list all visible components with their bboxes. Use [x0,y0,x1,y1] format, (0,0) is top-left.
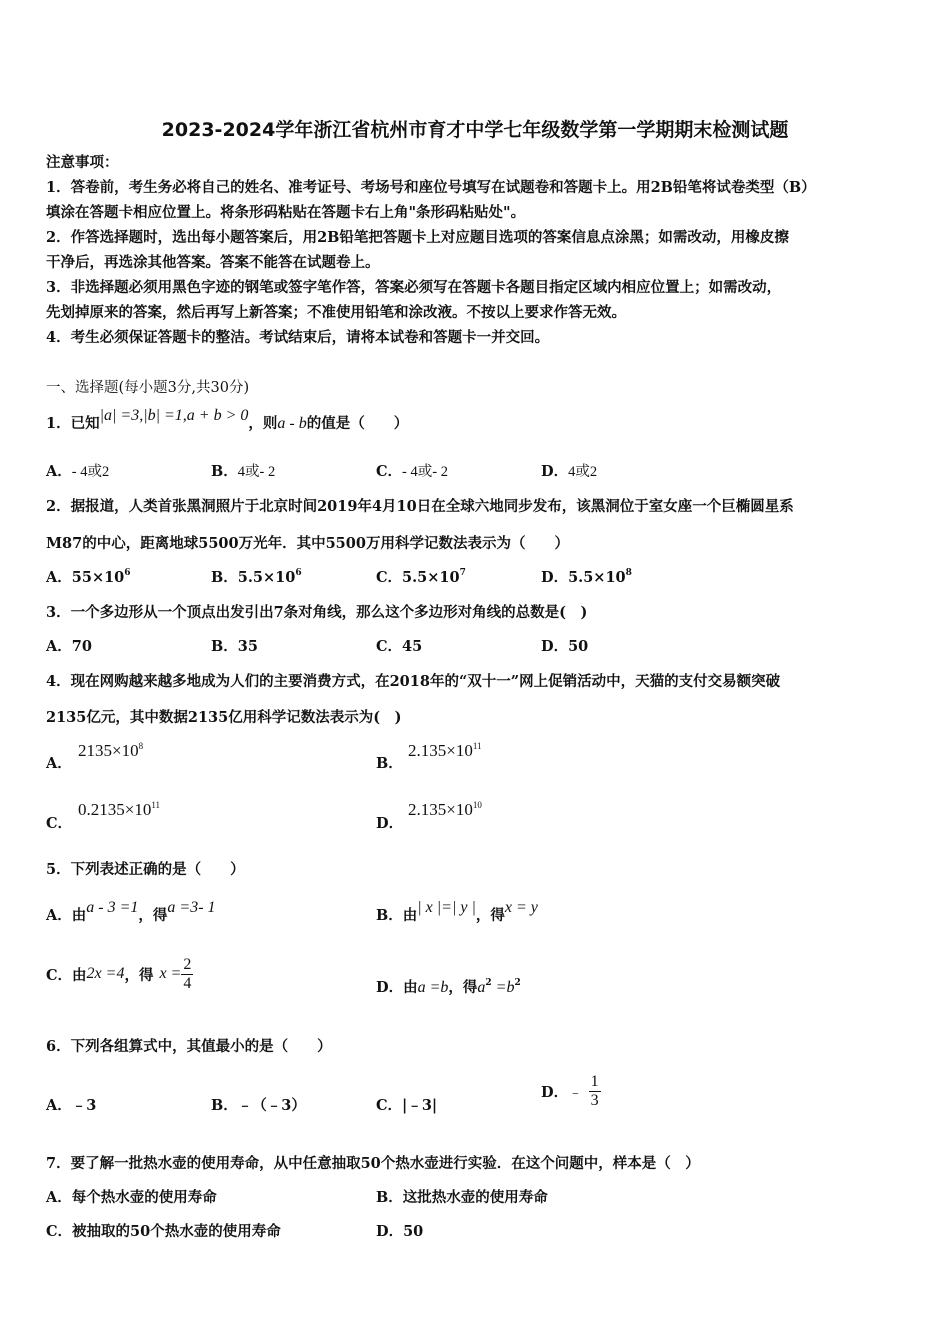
question-5: 5．下列表述正确的是（ ） [46,861,245,878]
q3-option-d[interactable]: D．50 [541,638,589,655]
notice-line: 4．考生必须保证答题卡的整洁。考试结束后，请将本试卷和答题卡一并交回。 [46,329,550,346]
notice-line: 干净后，再选涂其他答案。答案不能答在试题卷上。 [46,254,380,271]
question-1 [46,407,409,433]
question-4-line1: 4．现在网购越来越多地成为人们的主要消费方式，在2018年的“双十一”网上促销活动中，天猫的支付交易额突破 [46,673,781,690]
notice-line: 2．作答选择题时，选出每小题答案后，用2B铅笔把答题卡上对应题目选项的答案信息点涂黑；如需改动，用橡皮擦 [46,229,789,246]
question-2-line2: M87的中心，距离地球5500万光年．其中5500万用科学记数法表示为（ ） [46,535,569,552]
q4-option-b-label[interactable]: B． [376,755,403,772]
q1-condition: |a| =3,|b| =1,a + b > 0 [99,407,249,424]
q7-option-d[interactable]: D．50 [376,1223,424,1240]
q6-option-a[interactable]: A．﹣3 [46,1097,97,1114]
q2-option-c[interactable]: C．$5.5\times 10^7$ [376,568,466,586]
q7-option-a[interactable]: A．每个热水壶的使用寿命 [46,1189,217,1206]
question-4-line2: 2135亿元，其中数据2135亿用科学记数法表示为( ) [46,709,402,726]
q4-option-a-value: $2135\times 10^8$ [78,741,144,760]
q1-option-d[interactable]: D．4或2 [541,463,598,480]
q6-option-d[interactable]: D． ﹣ $\frac{1}{3}$ [541,1072,599,1109]
notice-line: 3．非选择题必须用黑色字迹的钢笔或签字笔作答，答案必须写在答题卡各题目指定区域内相应位置上；如需改动， [46,279,782,296]
notice-line: 填涂在答题卡相应位置上。将条形码粘贴在答题卡右上角"条形码粘贴处"。 [46,204,526,221]
notice-line: 先划掉原来的答案，然后再写上新答案；不准使用铅笔和涂改液。不按以上要求作答无效。 [46,304,626,321]
q3-option-c[interactable]: C．45 [376,638,423,655]
fraction: $\frac{2}{4}$ [183,955,192,992]
q4-option-c-label[interactable]: C． [46,815,73,832]
q3-option-a[interactable]: A．70 [46,638,92,655]
q5-option-a[interactable]: A．由a - 3 =1，得a =3- 1 [46,899,216,924]
q1-expr: a - b [277,415,307,432]
question-2-line1: 2．据报道，人类首张黑洞照片于北京时间2019年4月10日在全球六地同步发布，该黑洞位于室女座一个巨椭圆星系 [46,498,794,515]
q5-option-b[interactable]: B．由| x |=| y |，得x = y [376,899,538,924]
q5-option-d[interactable]: D．由a =b，得$a^2 =b^2$ [376,978,521,996]
q7-option-b[interactable]: B．这批热水壶的使用寿命 [376,1189,548,1206]
question-7: 7．要了解一批热水壶的使用寿命，从中任意抽取50个热水壶进行实验．在这个问题中，样本是（ ） [46,1155,700,1172]
q1-mid: ，则 [248,415,278,432]
q2-option-b[interactable]: B．$5.5\times 10^6$ [211,568,302,586]
q4-option-a-label[interactable]: A． [46,755,72,772]
q1-prefix: 1．已知 [46,415,100,432]
q1-option-a[interactable]: A．- 4或2 [46,463,110,480]
section-heading: 一、选择题(每小题3分,共30分) [46,380,250,396]
q4-option-b-value: $2.135\times 10^{11}$ [408,741,482,760]
fraction: $\frac{1}{3}$ [590,1072,599,1109]
notice-line: 1．答卷前，考生务必将自己的姓名、准考证号、考场号和座位号填写在试题卷和答题卡上。用2B铅笔将试卷类型（B） [46,179,816,196]
q4-option-d-label[interactable]: D． [376,815,404,832]
q4-option-d-value: $2.135\times 10^{10}$ [408,800,482,819]
q4-option-c-value: $0.2135\times 10^{11}$ [78,800,161,819]
q7-option-c[interactable]: C．被抽取的50个热水壶的使用寿命 [46,1223,281,1240]
q6-option-c[interactable]: C．|﹣3| [376,1097,438,1114]
q5-option-c[interactable]: C．由 2x =4 ，得 x = $\frac{2}{4}$ [46,955,192,992]
q2-option-a[interactable]: A．$55\times 10^6$ [46,568,131,586]
q1-option-c[interactable]: C．- 4或- 2 [376,463,448,480]
q3-option-b[interactable]: B．35 [211,638,258,655]
q1-suffix: 的值是（ ） [306,415,409,432]
q1-option-b[interactable]: B．4或- 2 [211,463,276,480]
page-title: 2023-2024学年浙江省杭州市育才中学七年级数学第一学期期末检测试题 [161,119,789,141]
q2-option-d[interactable]: D．$5.5\times 10^8$ [541,568,632,586]
notice-heading: 注意事项： [46,154,119,171]
question-3: 3．一个多边形从一个顶点出发引出7条对角线，那么这个多边形对角线的总数是( ) [46,604,588,621]
q6-option-b[interactable]: B．﹣（﹣3） [211,1097,306,1114]
question-6: 6．下列各组算式中，其值最小的是（ ） [46,1038,332,1055]
